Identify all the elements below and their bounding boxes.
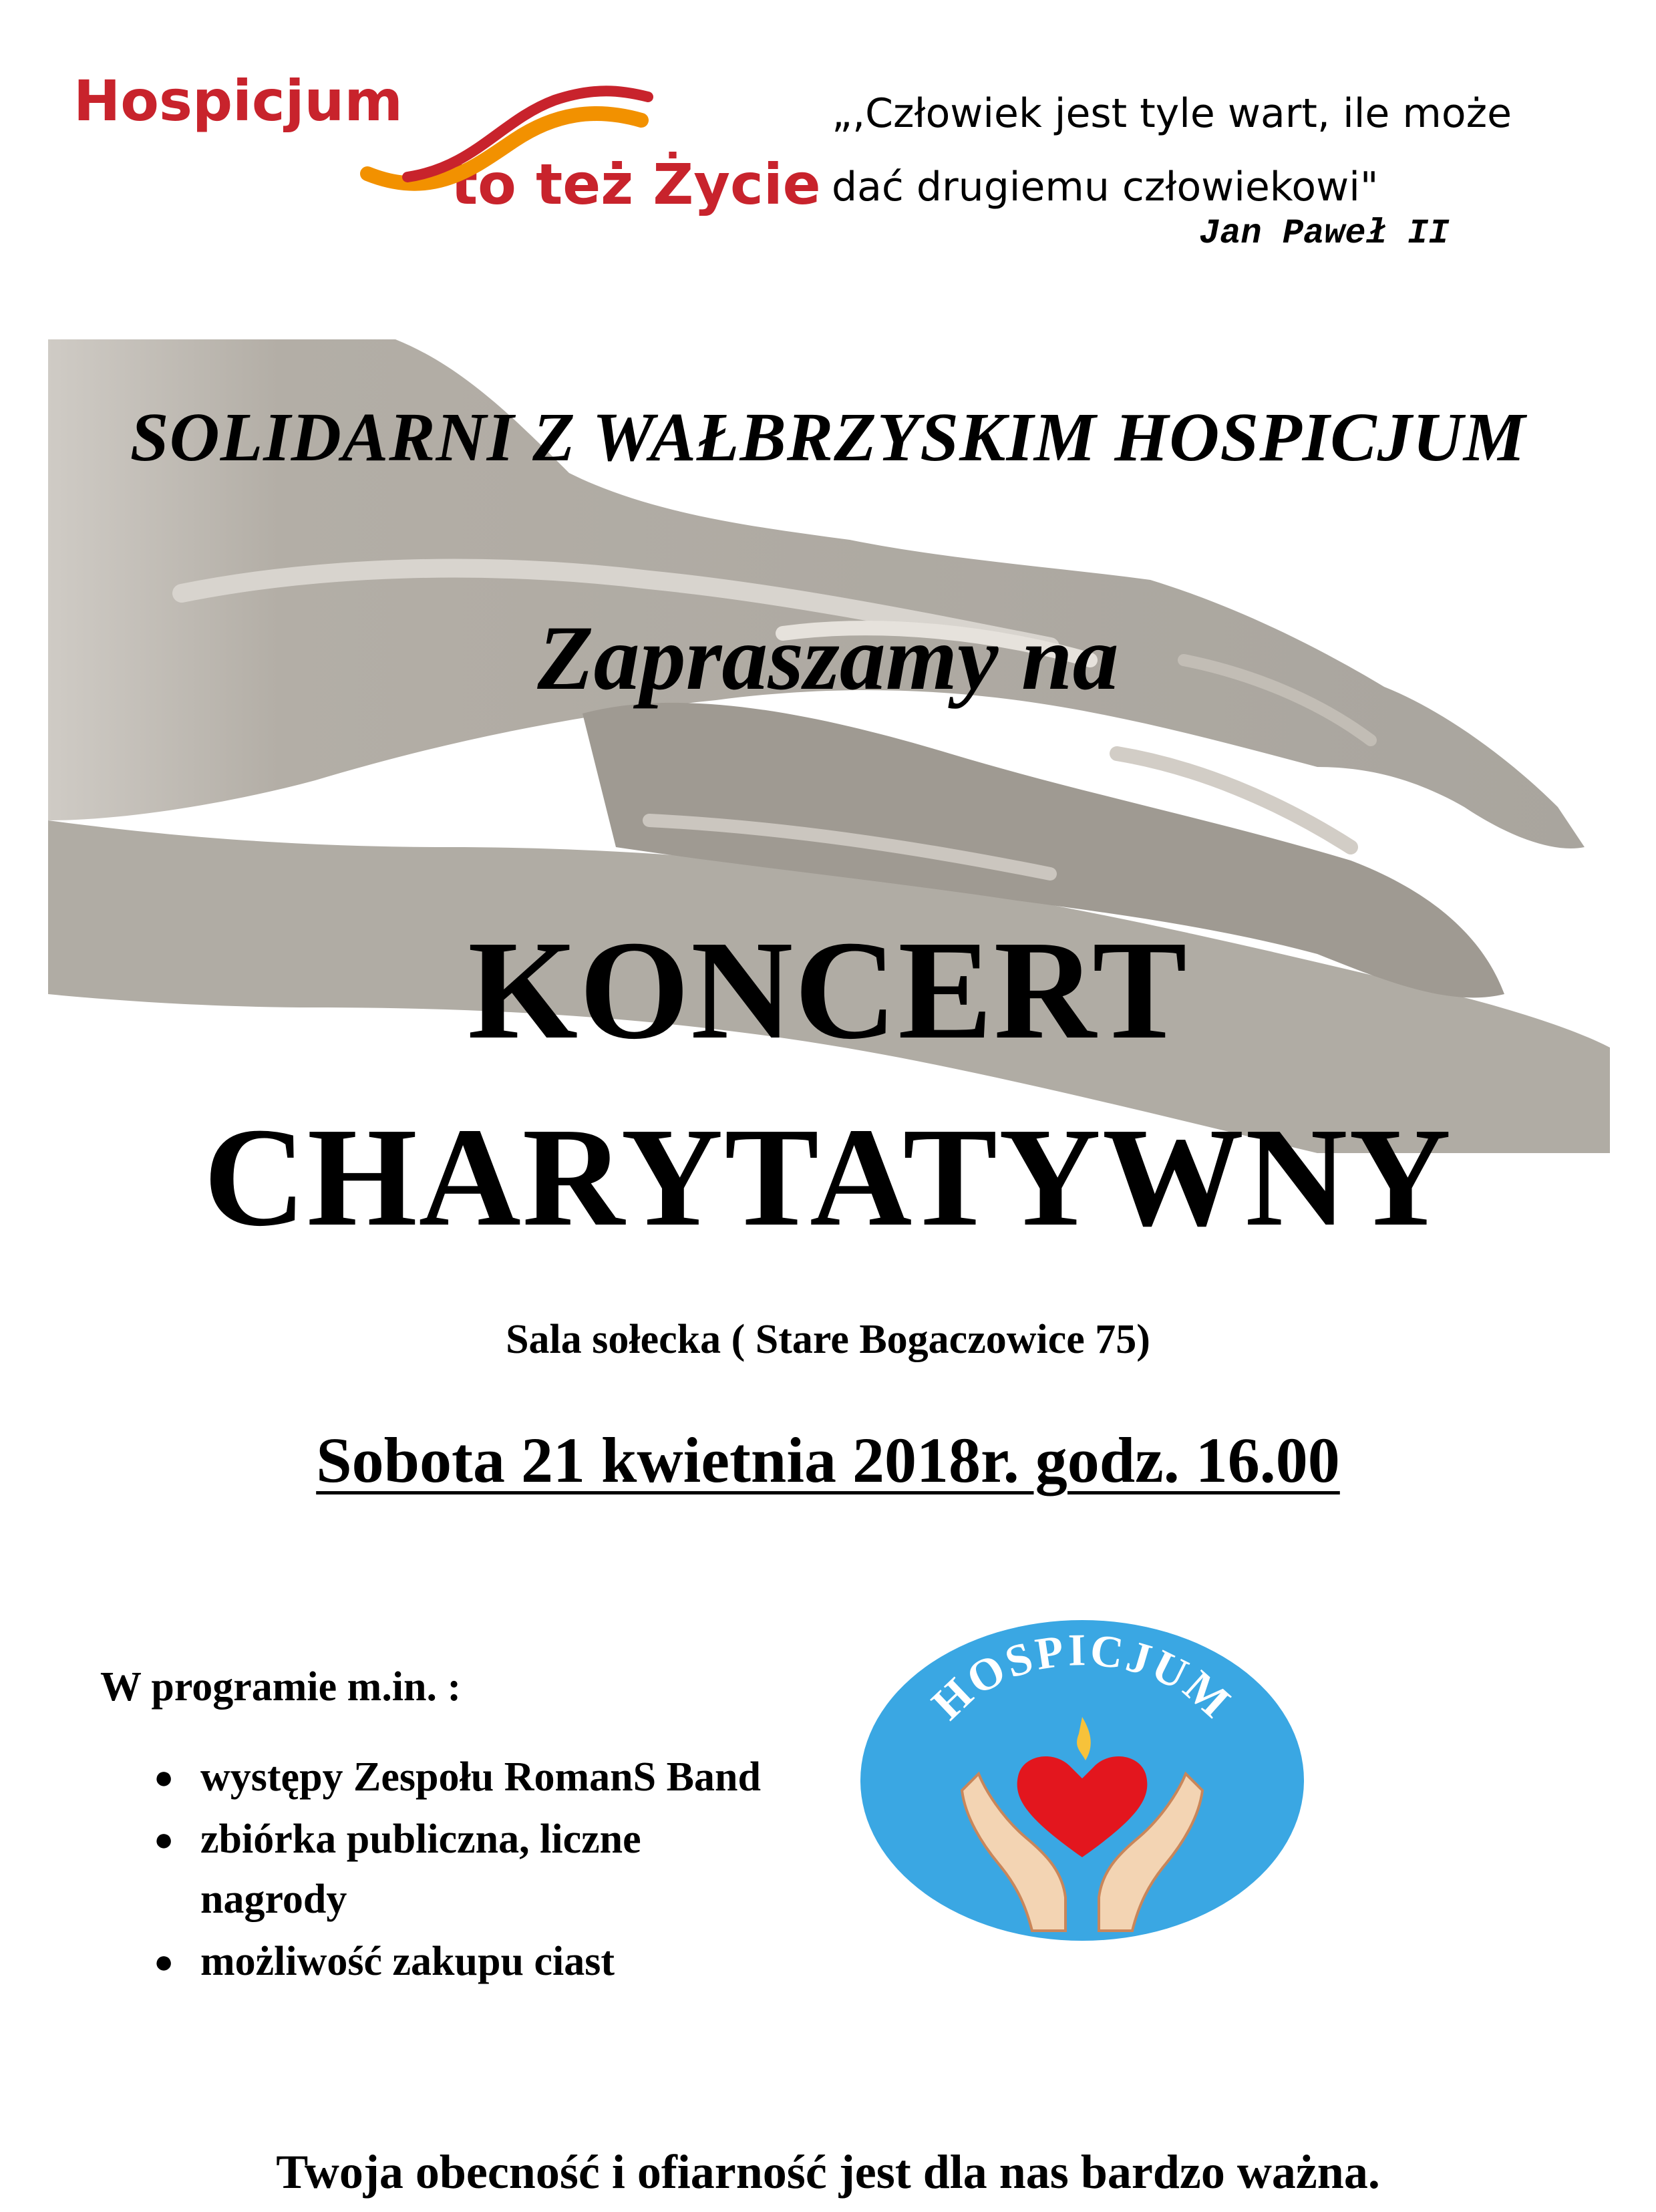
invite-heading: Zapraszamy na (537, 607, 1119, 709)
logo-line2: to też Życie (451, 152, 821, 217)
footer-message: Twoja obecność i ofiarność jest dla nas bardzo ważna. (276, 2145, 1380, 2199)
quote (832, 77, 1600, 224)
title-line1: KONCERT (468, 911, 1188, 1068)
program-item-text: zbiórka publiczna, liczne (200, 1816, 641, 1862)
title-line2: CHARYTATYWNY (203, 1098, 1453, 1255)
hospicjum-logo (858, 1617, 1306, 1944)
bullet-icon: ● (154, 1758, 174, 1796)
program-item-text-cont: nagrody (200, 1877, 347, 1922)
bullet-icon: ● (154, 1821, 174, 1858)
program-item (154, 1931, 835, 1992)
logo-hospicjum-text: HOSPICJUM (921, 1623, 1243, 1730)
event-date-time: Sobota 21 kwietnia 2018r. godz. 16.00 (316, 1424, 1340, 1496)
slogan-heading: SOLIDARNI Z WAŁBRZYSKIM HOSPICJUM (130, 399, 1526, 476)
program-heading: W programie m.in. : (100, 1664, 462, 1710)
hospicjum-to-tez-zycie-logo (73, 60, 821, 234)
quote-line2: dać drugiemu człowiekowi" (832, 164, 1379, 210)
program-item (154, 1747, 835, 1807)
bullet-icon: ● (154, 1943, 174, 1980)
program-item (154, 1809, 835, 1929)
program-list (154, 1747, 835, 1994)
quote-author: Jan Paweł II (1199, 214, 1450, 253)
quote-line1: „,Człowiek jest tyle wart, ile może (832, 90, 1512, 137)
venue-text: Sala sołecka ( Stare Bogaczowice 75) (506, 1317, 1150, 1362)
program-item-text: możliwość zakupu ciast (200, 1939, 615, 1984)
logo-line1: Hospicjum (73, 68, 403, 134)
program-item-text: występy Zespołu RomanS Band (200, 1754, 761, 1800)
